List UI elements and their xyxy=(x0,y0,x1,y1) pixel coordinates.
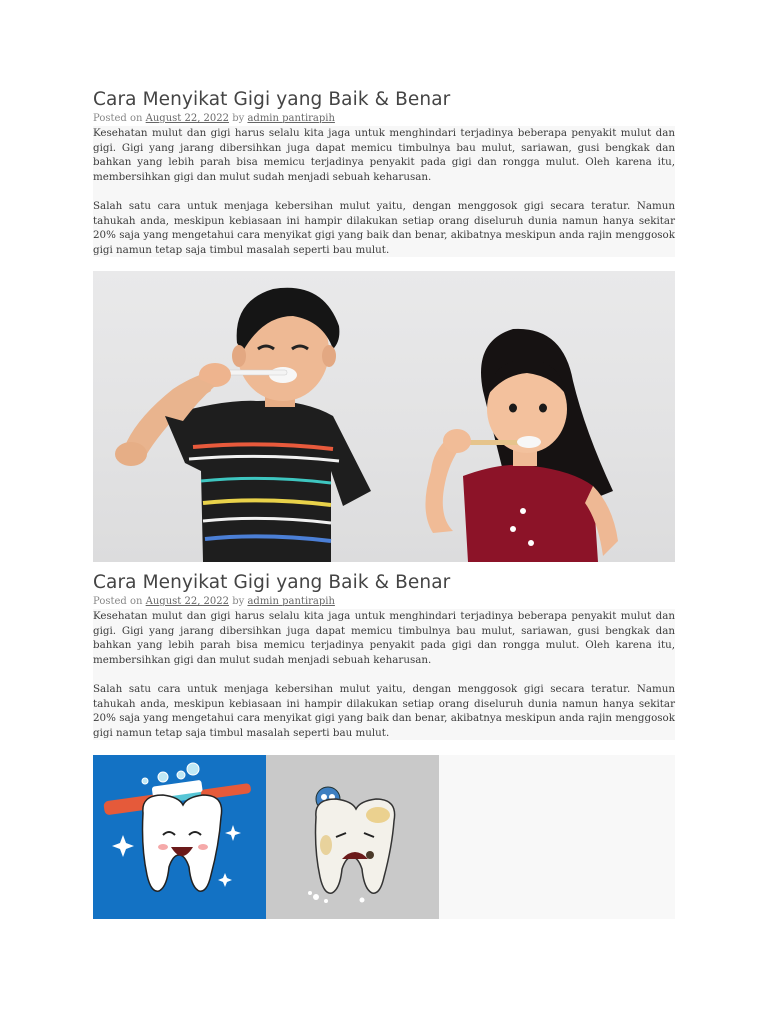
by-label: by xyxy=(232,113,245,124)
boy-figure xyxy=(115,288,371,562)
paragraph: Salah satu cara untuk menjaga kebersihan mulut yaitu, dengan menggosok gigi secara teratur. Namun tahukah anda, meskipun kebiasaan ini hampir dilakukan setiap orang diseluruh dunia namun hanya sekitar 20% saja yang mengetahui cara menyikat gigi yang baik dan benar, akibatnya meskipun anda rajin menggosok gigi namun tetap saja timbul masalah seperti bau mulut. xyxy=(93,683,675,739)
children-brushing-teeth-photo xyxy=(93,271,675,562)
article-body xyxy=(93,609,675,740)
article-title: Cara Menyikat Gigi yang Baik & Benar xyxy=(93,572,451,593)
article-title: Cara Menyikat Gigi yang Baik & Benar xyxy=(93,89,451,110)
article-2 xyxy=(93,571,675,740)
paragraph: Kesehatan mulut dan gigi harus selalu kita jaga untuk menghindari terjadinya beberapa penyakit mulut dan gigi. Gigi yang jarang dibersihkan juga dapat memicu timbulnya bau mulut, sariawan, gusi bengkak dan bahkan yang lebih parah bisa memicu terjadinya penyakit pada gigi dan rongga mulut. Oleh karena itu, membersihkan gigi dan mulut sudah menjadi sebuah keharusan. xyxy=(93,127,675,183)
post-meta xyxy=(93,595,675,608)
paragraph: Kesehatan mulut dan gigi harus selalu kita jaga untuk menghindari terjadinya beberapa penyakit mulut dan gigi. Gigi yang jarang dibersihkan juga dapat memicu timbulnya bau mulut, sariawan, gusi bengkak dan bahkan yang lebih parah bisa memicu terjadinya penyakit pada gigi dan rongga mulut. Oleh karena itu, membersihkan gigi dan mulut sudah menjadi sebuah keharusan. xyxy=(93,610,675,666)
sad-decayed-tooth-cartoon xyxy=(266,755,439,919)
posted-on-label: Posted on xyxy=(93,596,143,607)
post-date-link[interactable]: August 22, 2022 xyxy=(145,596,230,607)
author-link[interactable]: admin pantirapih xyxy=(247,596,335,607)
post-date-link[interactable]: August 22, 2022 xyxy=(145,113,230,124)
by-label: by xyxy=(232,596,245,607)
paragraph: Salah satu cara untuk menjaga kebersihan mulut yaitu, dengan menggosok gigi secara teratur. Namun tahukah anda, meskipun kebiasaan ini hampir dilakukan setiap orang diseluruh dunia namun hanya sekitar 20% saja yang mengetahui cara menyikat gigi yang baik dan benar, akibatnya meskipun anda rajin menggosok gigi namun tetap saja timbul masalah seperti bau mulut. xyxy=(93,200,675,256)
post-meta xyxy=(93,112,675,125)
article-1 xyxy=(93,88,675,257)
happy-clean-tooth-cartoon xyxy=(93,755,266,919)
author-link[interactable]: admin pantirapih xyxy=(247,113,335,124)
article-body xyxy=(93,126,675,257)
posted-on-label: Posted on xyxy=(93,113,143,124)
girl-figure xyxy=(425,329,618,562)
